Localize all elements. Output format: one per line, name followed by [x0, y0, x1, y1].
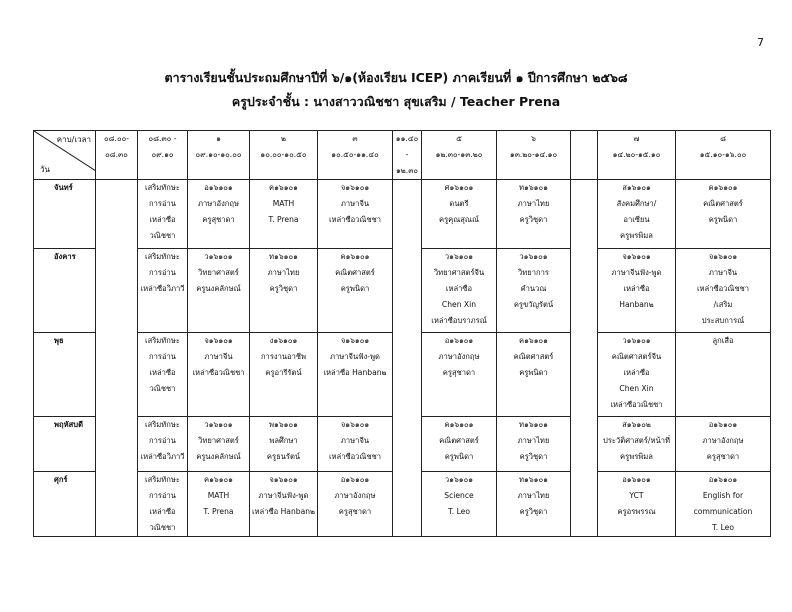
cell-line: ค๑๖๑๐๑ — [444, 420, 474, 429]
cell-line: ภาษาจีนฟัง-พูด — [258, 491, 309, 500]
class-cell — [318, 417, 393, 472]
cell-line: วณิชชา — [149, 231, 176, 240]
header-cell: ๗ ๑๔.๒๐-๑๕.๑๐ — [598, 131, 676, 180]
cell-line: ส๑๖๑๐๑ — [622, 183, 651, 192]
cell-line: YCT — [629, 491, 644, 500]
reading-cell — [138, 333, 188, 417]
class-cell — [250, 180, 318, 249]
cell-line: เหล่าซือ — [623, 368, 650, 377]
cell-line: ครูพนิดา — [519, 368, 548, 377]
cell-line: ภาษาจีน — [340, 199, 370, 208]
cell-line: ครูสุชาดา — [202, 215, 235, 224]
cell-line: ครูสุชาดา — [338, 507, 372, 516]
cell-line: ค๑๖๑๐๑ — [340, 252, 370, 261]
cell-line: ประสบการณ์ — [701, 316, 745, 325]
cell-line: จ๑๖๑๐๑ — [340, 420, 370, 429]
cell-line: MATH — [207, 491, 230, 500]
header-cell: ๘ ๑๕.๑๐-๑๖.๐๐ — [676, 131, 771, 180]
cell-line: เหล่าซือ — [149, 215, 176, 224]
cell-line: ภาษาไทย — [267, 268, 300, 277]
timetable — [33, 130, 771, 537]
cell-line: ท๑๖๑๐๑ — [519, 420, 548, 429]
cell-line: วิทยาศาสตร์จีน — [433, 268, 485, 277]
cell-line: ภาษาอังกฤษ — [702, 436, 744, 445]
cell-line: เหล่าซือบราภรณ์ — [431, 316, 487, 325]
cell-line: ว๑๖๑๐๑ — [444, 252, 474, 261]
header-cell — [571, 131, 598, 180]
cell-line: เหล่าซือ — [623, 284, 650, 293]
cell-line: ค๑๖๑๐๑ — [708, 183, 738, 192]
class-cell — [598, 180, 676, 249]
cell-line: เหล่าซือ — [445, 284, 473, 293]
cell-line: วิทยาศาสตร์ — [198, 436, 239, 445]
cell-line: ภาษาไทย — [517, 436, 550, 445]
cell-line: คณิตศาสตร์ — [335, 268, 375, 277]
cell-line: เหล่าซือ Hanban๒ — [323, 368, 387, 377]
cell-line: อ๑๖๑๐๑ — [708, 475, 738, 484]
cell-line: Hanban๒ — [619, 300, 654, 309]
cell-line: ครูพนิดา — [340, 284, 370, 293]
cell-line: เสริมทักษะ — [144, 183, 180, 192]
reading-cell — [138, 417, 188, 472]
class-cell — [188, 333, 250, 417]
cell-line: ครูนงคลักษณ์ — [196, 452, 241, 461]
cell-line: จ๑๖๑๐๑ — [340, 183, 370, 192]
day-label: พุธ — [34, 333, 96, 417]
cell-line: การอ่าน — [149, 436, 176, 445]
class-cell — [422, 249, 497, 333]
cell-line: วณิชชา — [149, 384, 176, 393]
cell-line: ภาษาจีนฟัง-พูด — [611, 268, 662, 277]
class-cell — [422, 472, 497, 537]
cell-line: T. Leo — [712, 523, 734, 532]
cell-line: /เสริม — [713, 300, 733, 309]
cell-line: ครูวิชุดา — [269, 284, 298, 293]
cell-line: ว๑๖๑๐๑ — [204, 252, 233, 261]
class-cell — [422, 333, 497, 417]
page-subtitle: ครูประจำชั้น : นางสาววณิชชา สุขเสริม / Teacher Prena — [231, 94, 561, 109]
class-cell — [598, 417, 676, 472]
cell-line: อ๑๖๑๐๑ — [340, 475, 370, 484]
cell-line: จ๑๖๑๐๑ — [269, 475, 298, 484]
header-cell: ๖ ๑๓.๒๐-๑๔.๑๐ — [497, 131, 571, 180]
day-label: ศุกร์ — [34, 472, 96, 537]
cell-line: ภาษาไทย — [517, 199, 550, 208]
cell-line: ครูนงคลักษณ์ — [196, 284, 241, 293]
cell-line: ว๑๖๑๐๑ — [204, 420, 233, 429]
class-cell — [188, 417, 250, 472]
lunch-column — [393, 180, 422, 537]
cell-line: ค๑๖๑๐๑ — [519, 336, 548, 345]
cell-line: ครูพรพิมล — [620, 452, 653, 461]
class-cell — [676, 249, 771, 333]
cell-line: ภาษาไทย — [517, 491, 550, 500]
corner-day-label: วัน — [40, 165, 50, 174]
break-column — [571, 180, 598, 537]
cell-line: อ๑๖๑๐๑ — [708, 420, 738, 429]
cell-line: ว๑๖๑๐๑ — [622, 336, 651, 345]
cell-line: เสริมทักษะ — [144, 475, 180, 484]
cell-line: T. Prena — [203, 507, 234, 516]
class-cell — [676, 472, 771, 537]
reading-cell — [138, 249, 188, 333]
cell-line: พ๑๖๑๐๑ — [269, 420, 298, 429]
cell-line: ครูอรพรรณ — [617, 507, 656, 516]
cell-line: Science — [444, 491, 474, 500]
cell-line: เหล่าซือ — [149, 368, 176, 377]
cell-line: คำนวณ — [520, 284, 547, 293]
cell-line: communication — [693, 507, 753, 516]
cell-line: ครูวิชุดา — [519, 507, 548, 516]
page-title: ตารางเรียนชั้นประถมศึกษาปีที่ ๖/๑(ห้องเรียน ICEP) ภาคเรียนที่ ๑ ปีการศึกษา ๒๕๖๘ — [164, 70, 628, 85]
header-cell: ๓ ๑๐.๕๐-๑๑.๔๐ — [318, 131, 393, 180]
cell-line: เหล่าซือ Hanban๒ — [251, 507, 316, 516]
header-row — [34, 131, 771, 180]
class-cell — [676, 417, 771, 472]
corner-cell — [34, 131, 96, 180]
cell-line: จ๑๖๑๐๑ — [204, 336, 233, 345]
class-cell — [250, 417, 318, 472]
cell-line: ดนตรี — [449, 199, 469, 208]
cell-line: ว๑๖๑๐๑ — [519, 252, 548, 261]
cell-line: อาเซียน — [623, 215, 650, 224]
cell-line: การงานอาชีพ — [260, 352, 307, 361]
page-number: 7 — [757, 36, 764, 49]
class-cell — [598, 333, 676, 417]
cell-line: คณิตศาสตร์ — [703, 199, 743, 208]
cell-line: จ๑๖๑๐๑ — [708, 252, 738, 261]
class-cell — [188, 180, 250, 249]
cell-line: ครูวิชุดา — [519, 452, 548, 461]
class-cell — [497, 333, 571, 417]
cell-line: เหล่าซือ — [149, 507, 176, 516]
cell-line: ครูธนรัตน์ — [266, 452, 301, 461]
class-cell — [318, 333, 393, 417]
header-cell: ๑ ๐๙.๑๐-๑๐.๐๐ — [188, 131, 250, 180]
cell-line: English for — [702, 491, 744, 500]
cell-line: ครูวิชุดา — [519, 215, 548, 224]
cell-line: ลูกเสือ — [712, 336, 734, 345]
cell-line: ภาษาจีน — [340, 436, 370, 445]
cell-line: คณิตศาสตร์ — [513, 352, 554, 361]
header-cell: ๐๘.๓๐ - ๐๙.๑๐ — [138, 131, 188, 180]
cell-line: ครูอารีรัตน์ — [265, 368, 302, 377]
cell-line: ครูขวัญรัตน์ — [513, 300, 554, 309]
cell-line: เหล่าซือวณิชชา — [192, 368, 245, 377]
day-label: อังคาร — [34, 249, 96, 333]
cell-line: ครูคุณสุณณ์ — [438, 215, 479, 224]
cell-line: การอ่าน — [149, 268, 176, 277]
reading-cell — [138, 180, 188, 249]
cell-line: เหล่าซือวณิชชา — [328, 215, 382, 224]
day-label: จันทร์ — [34, 180, 96, 249]
class-cell — [598, 249, 676, 333]
cell-line: ครูสุชาดา — [442, 368, 476, 377]
cell-line: ง๑๖๑๐๑ — [269, 336, 298, 345]
cell-line: ท๑๖๑๐๑ — [269, 252, 298, 261]
cell-line: เสริมทักษะ — [144, 420, 180, 429]
class-cell — [598, 472, 676, 537]
cell-line: ครูพรพิมล — [620, 231, 653, 240]
cell-line: สังคมศึกษา/ — [616, 199, 657, 208]
cell-line: วณิชชา — [149, 523, 176, 532]
cell-line: ท๑๖๑๐๑ — [519, 183, 548, 192]
header-cell: ๒ ๑๐.๐๐-๑๐.๕๐ — [250, 131, 318, 180]
reading-cell — [138, 472, 188, 537]
cell-line: พลศึกษา — [269, 436, 298, 445]
cell-line: T. Prena — [268, 215, 299, 224]
cell-line: อ๑๖๑๐๑ — [444, 336, 474, 345]
class-cell — [497, 472, 571, 537]
cell-line: Chen Xin — [441, 300, 477, 309]
cell-line: ส๑๖๑๐๒ — [622, 420, 651, 429]
cell-line: ภาษาอังกฤษ — [197, 199, 239, 208]
class-cell — [250, 472, 318, 537]
header-cell: ๐๘.๐๐- ๐๘.๓๐ — [96, 131, 138, 180]
cell-line: ครูพนิดา — [708, 215, 738, 224]
cell-line: คณิตศาสตร์จีน — [611, 352, 662, 361]
class-cell — [188, 472, 250, 537]
cell-line: ครูพนิดา — [444, 452, 474, 461]
cell-line: ครูสุชาดา — [706, 452, 740, 461]
cell-line: อ๑๖๑๐๑ — [204, 183, 233, 192]
class-cell — [422, 417, 497, 472]
cell-line: เหล่าซือวิภาวี — [140, 452, 185, 461]
cell-line: เหล่าซือวณิชชา — [610, 400, 663, 409]
homeroom-column — [96, 180, 138, 537]
cell-line: ภาษาอังกฤษ — [334, 491, 376, 500]
cell-line: ค๑๖๑๐๑ — [204, 475, 233, 484]
class-cell — [676, 180, 771, 249]
cell-line: ภาษาจีน — [708, 268, 738, 277]
cell-line: วิทยาศาสตร์ — [198, 268, 239, 277]
cell-line: การอ่าน — [149, 352, 176, 361]
class-cell — [422, 180, 497, 249]
class-cell — [497, 249, 571, 333]
cell-line: การอ่าน — [149, 199, 176, 208]
cell-line: ศ๑๖๑๐๑ — [444, 183, 474, 192]
cell-line: จ๑๖๑๐๑ — [340, 336, 370, 345]
cell-line: วิทยาการ — [518, 268, 549, 277]
cell-line: ค๑๖๑๐๑ — [269, 183, 298, 192]
class-cell — [318, 249, 393, 333]
cell-line: เหล่าซือวิภาวี — [140, 284, 185, 293]
cell-line: ภาษาจีน — [204, 352, 233, 361]
cell-line: Chen Xin — [619, 384, 654, 393]
cell-line: จ๑๖๑๐๑ — [622, 252, 651, 261]
class-cell — [250, 249, 318, 333]
cell-line: ประวัติศาสตร์/หน้าที่ — [603, 436, 670, 445]
cell-line: MATH — [272, 199, 295, 208]
class-cell — [250, 333, 318, 417]
class-cell — [188, 249, 250, 333]
cell-line: เสริมทักษะ — [144, 336, 180, 345]
cell-line: เสริมทักษะ — [144, 252, 180, 261]
cell-line: ว๑๖๑๐๑ — [444, 475, 474, 484]
cell-line: ภาษาอังกฤษ — [438, 352, 480, 361]
cell-line: ภาษาจีนฟัง-พูด — [330, 352, 380, 361]
corner-period-label: คาบ/เวลา — [56, 135, 91, 144]
class-cell — [676, 333, 771, 417]
class-cell — [497, 417, 571, 472]
cell-line: การอ่าน — [149, 491, 176, 500]
cell-line: T. Leo — [448, 507, 470, 516]
cell-line: เหล่าซือวณิชชา — [328, 452, 382, 461]
class-cell — [318, 180, 393, 249]
day-label: พฤหัสบดี — [34, 417, 96, 472]
class-cell — [497, 180, 571, 249]
class-cell — [318, 472, 393, 537]
header-cell: ๕ ๑๒.๓๐-๑๓.๒๐ — [422, 131, 497, 180]
cell-line: ท๑๖๑๐๑ — [519, 475, 548, 484]
cell-line: คณิตศาสตร์ — [439, 436, 479, 445]
cell-line: เหล่าซือวณิชชา — [696, 284, 750, 293]
cell-line: อ๑๖๑๐๑ — [622, 475, 651, 484]
header-cell: ๑๑.๔๐ - ๑๒.๓๐ — [393, 131, 422, 180]
day-row — [34, 180, 771, 249]
